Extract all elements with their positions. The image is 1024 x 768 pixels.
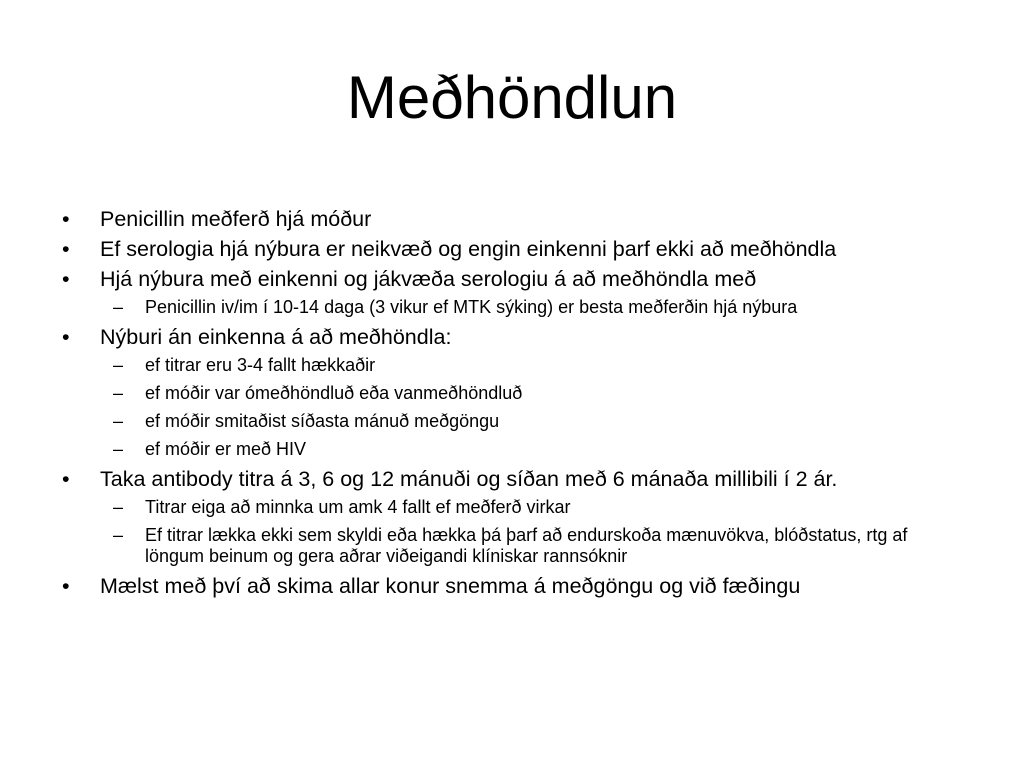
bullet-marker: •: [62, 237, 70, 261]
bullet-text: ef móðir er með HIV: [145, 439, 307, 459]
bullet-list: [62, 207, 962, 604]
bullet-text: Penicillin iv/im í 10-14 daga (3 vikur ef MTK sýking) er besta meðferðin hjá nýbura: [145, 297, 798, 317]
bullet-text: ef móðir smitaðist síðasta mánuð meðgöngu: [145, 411, 500, 431]
bullet-marker: •: [62, 325, 70, 349]
dash-marker: –: [113, 439, 124, 459]
sub-bullet-item: [113, 297, 962, 318]
bullet-text: ef móðir var ómeðhöndluð eða vanmeðhöndluð: [145, 383, 523, 403]
bullet-marker: •: [62, 574, 70, 598]
bullet-marker: •: [62, 207, 70, 231]
dash-marker: –: [113, 297, 124, 317]
dash-marker: –: [113, 525, 124, 545]
bullet-text: ef titrar eru 3-4 fallt hækkaðir: [145, 355, 376, 375]
sub-bullet-item: [113, 383, 962, 404]
dash-marker: –: [113, 355, 124, 375]
bullet-item: [62, 207, 962, 231]
bullet-text: Mælst með því að skima allar konur snemma á meðgöngu og við fæðingu: [100, 574, 801, 598]
sub-bullet-item: [113, 497, 962, 518]
bullet-item: [62, 267, 962, 291]
dash-marker: –: [113, 497, 124, 517]
sub-bullet-item: [113, 525, 962, 567]
bullet-item: [62, 467, 962, 491]
dash-marker: –: [113, 383, 124, 403]
bullet-text: Ef titrar lækka ekki sem skyldi eða hækka þá þarf að endurskoða mænuvökva, blóðstatus, rtg af löngum beinum og gera aðrar viðeigandi klíniskar rannsóknir: [145, 525, 908, 566]
sub-bullet-item: [113, 411, 962, 432]
bullet-text: Ef serologia hjá nýbura er neikvæð og engin einkenni þarf ekki að meðhöndla: [100, 237, 837, 261]
bullet-item: [62, 325, 962, 349]
bullet-text: Penicillin meðferð hjá móður: [100, 207, 372, 231]
sub-bullet-item: [113, 439, 962, 460]
sub-bullet-item: [113, 355, 962, 376]
bullet-text: Hjá nýbura með einkenni og jákvæða serologiu á að meðhöndla með: [100, 267, 757, 291]
bullet-item: [62, 574, 962, 598]
bullet-marker: •: [62, 267, 70, 291]
bullet-item: [62, 237, 962, 261]
bullet-text: Nýburi án einkenna á að meðhöndla:: [100, 325, 452, 349]
bullet-text: Taka antibody titra á 3, 6 og 12 mánuði og síðan með 6 mánaða millibili í 2 ár.: [100, 467, 838, 491]
bullet-text: Titrar eiga að minnka um amk 4 fallt ef meðferð virkar: [145, 497, 571, 517]
slide-title: Meðhöndlun: [346, 64, 678, 131]
dash-marker: –: [113, 411, 124, 431]
bullet-marker: •: [62, 467, 70, 491]
